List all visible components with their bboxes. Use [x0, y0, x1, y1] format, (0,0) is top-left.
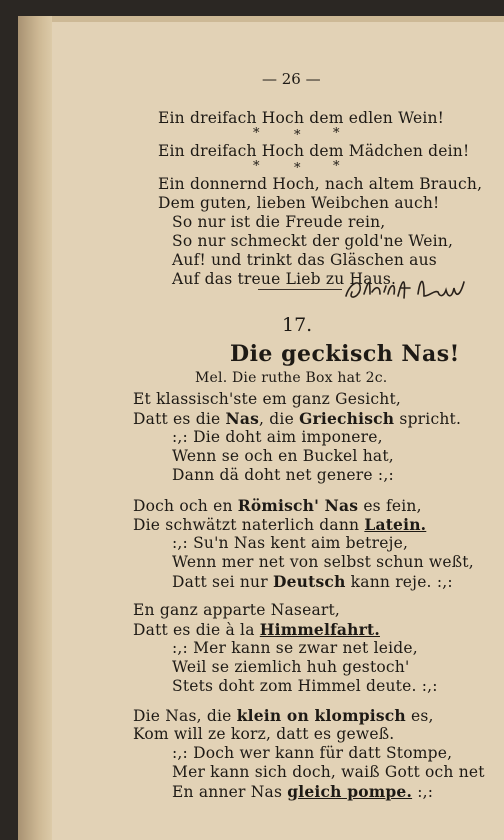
verse-line: En anner Nas gleich pompe. :,: — [172, 782, 434, 801]
star-separator: * — [253, 159, 260, 174]
verse-line: :,: Su'n Nas kent aim betreje, — [172, 534, 409, 552]
star-separator: * — [294, 161, 301, 176]
verse-line: Wenn mer net von selbst schun weßt, — [172, 553, 474, 571]
divider-rule — [258, 289, 342, 290]
verse-line: Auf das treue Lieb zu Haus. — [172, 270, 397, 288]
star-separator: * — [294, 128, 301, 143]
verse-line: :,: Mer kann se zwar net leide, — [172, 639, 418, 657]
star-separator: * — [333, 126, 340, 141]
verse-line: Et klassisch'ste em ganz Gesicht, — [133, 390, 402, 408]
verse-line: So nur schmeckt der gold'ne Wein, — [172, 232, 454, 250]
verse-line: Stets doht zom Himmel deute. :,: — [172, 677, 438, 695]
verse-line: En ganz apparte Naseart, — [133, 601, 341, 619]
page-gutter — [18, 16, 52, 840]
verse-line: Weil se ziemlich huh gestoch' — [172, 658, 410, 676]
star-separator: * — [333, 159, 340, 174]
verse-line: Auf! und trinkt das Gläschen aus — [172, 251, 437, 269]
star-separator: * — [253, 126, 260, 141]
verse-line: Mer kann sich doch, waiß Gott och net — [172, 763, 485, 781]
verse-line: Die schwätzt naterlich dann Latein. — [133, 515, 427, 534]
page-top-edge — [52, 16, 504, 22]
song-number: 17. — [282, 314, 313, 336]
verse-line: Kom will ze korz, datt es geweß. — [133, 725, 395, 743]
verse-line: Dem guten, lieben Weibchen auch! — [158, 194, 440, 212]
melody-note: Mel. Die ruthe Box hat 2c. — [195, 370, 388, 386]
verse-line: Die Nas, die klein on klompisch es, — [133, 706, 434, 725]
verse-line: Ein donnernd Hoch, nach altem Brauch, — [158, 175, 483, 193]
verse-line: Ein dreifach Hoch dem edlen Wein! — [158, 109, 445, 127]
verse-line: Ein dreifach Hoch dem Mädchen dein! — [158, 142, 470, 160]
verse-line: Doch och en Römisch' Nas es fein, — [133, 496, 422, 515]
verse-line: Wenn se och en Buckel hat, — [172, 447, 394, 465]
verse-line: So nur ist die Freude rein, — [172, 213, 386, 231]
verse-line: Dann dä doht net genere :,: — [172, 466, 394, 484]
handwritten-signature — [340, 268, 470, 308]
verse-line: Datt es die à la Himmelfahrt. — [133, 620, 380, 639]
verse-line: Datt es die Nas, die Griechisch spricht. — [133, 409, 462, 428]
song-title: Die geckisch Nas! — [230, 341, 460, 367]
verse-line: :,: Die doht aim imponere, — [172, 428, 383, 446]
verse-line: :,: Doch wer kann für datt Stompe, — [172, 744, 453, 762]
verse-line: Datt sei nur Deutsch kann reje. :,: — [172, 572, 453, 591]
page-number: — 26 — — [262, 70, 321, 88]
